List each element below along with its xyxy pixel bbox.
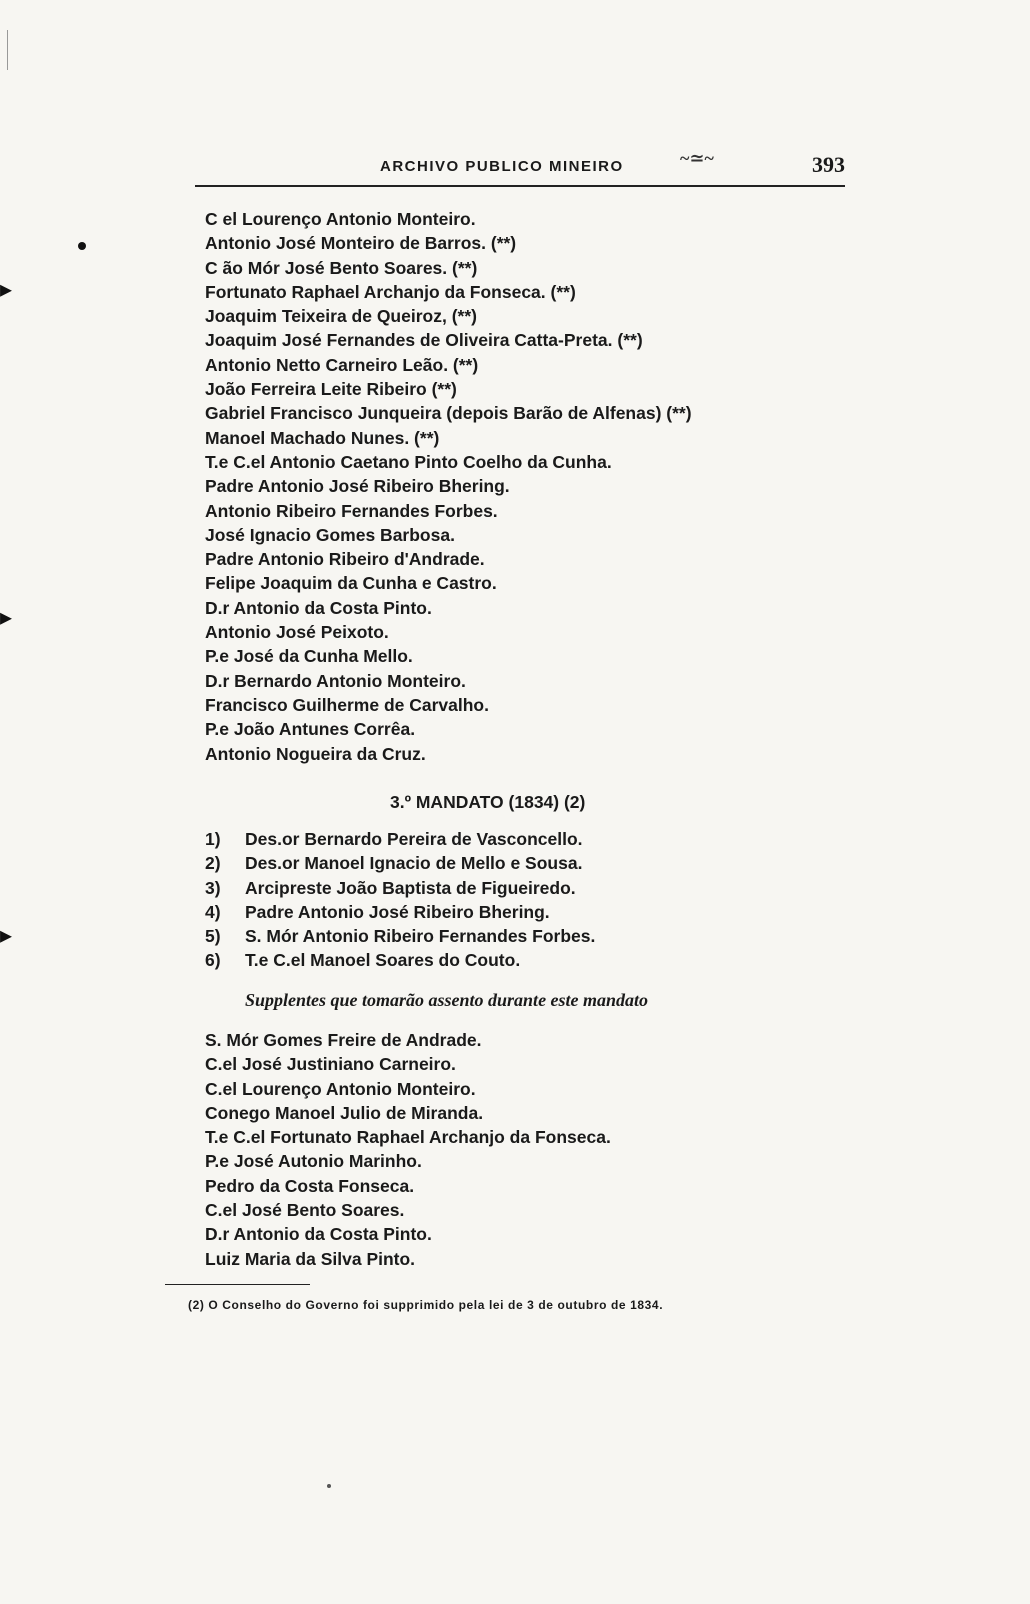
margin-arrow-icon: ▸	[0, 605, 13, 631]
list-item: Antonio Ribeiro Fernandes Forbes.	[205, 500, 498, 521]
list-item: Joaquim Teixeira de Queiroz, (**)	[205, 306, 477, 327]
list-item: Felipe Joaquim da Cunha e Castro.	[205, 573, 497, 594]
list-item: Antonio Netto Carneiro Leão. (**)	[205, 354, 479, 375]
list-item: T.e C.el Antonio Caetano Pinto Coelho da Cunha.	[205, 451, 612, 472]
header-rule	[195, 185, 845, 187]
list-item: P.e José da Cunha Mello.	[205, 646, 413, 667]
list-item: C el Lourenço Antonio Monteiro.	[205, 209, 476, 229]
mandato-row	[205, 948, 595, 972]
section-heading: 3.º MANDATO (1834) (2)	[390, 792, 586, 812]
list-item: Manoel Machado Nunes. (**)	[205, 427, 440, 448]
row-number: 2)	[205, 853, 221, 874]
list-item: D.r Antonio da Costa Pinto.	[205, 1224, 432, 1245]
list-item: D.r Antonio da Costa Pinto.	[205, 597, 432, 618]
list-item: C.el José Justiniano Carneiro.	[205, 1054, 456, 1075]
running-title: ARCHIVO PUBLICO MINEIRO	[380, 158, 624, 175]
footnote-rule	[165, 1284, 310, 1285]
list-item: C ão Mór José Bento Soares. (**)	[205, 257, 478, 278]
list-item: Antonio José Peixoto.	[205, 622, 389, 643]
list-item: João Ferreira Leite Ribeiro (**)	[205, 379, 457, 400]
list-item: Antonio Nogueira da Cruz.	[205, 743, 426, 764]
mandato-row	[205, 851, 595, 875]
mandato-row	[205, 924, 595, 948]
list-item: T.e C.el Fortunato Raphael Archanjo da Fonseca.	[205, 1127, 611, 1148]
row-text: S. Mór Antonio Ribeiro Fernandes Forbes.	[245, 926, 596, 947]
mandato-row	[205, 827, 595, 851]
list-item: Padre Antonio José Ribeiro Bhering.	[205, 476, 510, 497]
row-number: 4)	[205, 901, 221, 922]
list-item: S. Mór Gomes Freire de Andrade.	[205, 1030, 482, 1050]
list-item: José Ignacio Gomes Barbosa.	[205, 524, 455, 545]
mandato-list	[205, 827, 595, 973]
header-scribble-icon: ~≃~	[680, 148, 714, 168]
mandato-row	[205, 900, 595, 924]
member-list	[205, 207, 692, 766]
row-number: 3)	[205, 877, 221, 898]
list-item: Gabriel Francisco Junqueira (depois Barão de Alfenas) (**)	[205, 403, 692, 424]
list-item: Padre Antonio Ribeiro d'Andrade.	[205, 549, 485, 570]
margin-arrow-icon: ▸	[0, 923, 13, 949]
row-number: 6)	[205, 950, 221, 971]
list-item: C.el Lourenço Antonio Monteiro.	[205, 1078, 476, 1099]
margin-line	[7, 30, 8, 70]
footnote: (2) O Conselho do Governo foi supprimido pela lei de 3 de outubro de 1834.	[188, 1298, 664, 1312]
row-text: Des.or Manoel Ignacio de Mello e Sousa.	[245, 853, 583, 874]
row-text: Arcipreste João Baptista de Figueiredo.	[245, 877, 576, 898]
list-item: C.el José Bento Soares.	[205, 1200, 405, 1221]
list-item: Joaquim José Fernandes de Oliveira Catta-Preta. (**)	[205, 330, 643, 351]
row-text: Padre Antonio José Ribeiro Bhering.	[245, 901, 550, 922]
row-number: 1)	[205, 829, 221, 849]
list-item: Conego Manoel Julio de Miranda.	[205, 1102, 484, 1123]
list-item: D.r Bernardo Antonio Monteiro.	[205, 670, 466, 691]
list-item: Pedro da Costa Fonseca.	[205, 1175, 415, 1196]
list-item: Antonio José Monteiro de Barros. (**)	[205, 233, 517, 254]
supplentes-list	[205, 1028, 611, 1271]
list-item: Fortunato Raphael Archanjo da Fonseca. (**)	[205, 281, 576, 302]
margin-dot	[78, 242, 86, 250]
page-number: 393	[812, 152, 845, 177]
supplentes-heading: Supplentes que tomarão assento durante este mandato	[245, 990, 649, 1010]
list-item: Francisco Guilherme de Carvalho.	[205, 694, 489, 715]
row-text: T.e C.el Manoel Soares do Couto.	[245, 950, 521, 971]
row-text: Des.or Bernardo Pereira de Vasconcello.	[245, 829, 583, 849]
list-item: P.e João Antunes Corrêa.	[205, 719, 416, 740]
ink-speck	[327, 1484, 331, 1488]
margin-arrow-icon: ▸	[0, 277, 13, 303]
list-item: P.e José Autonio Marinho.	[205, 1151, 422, 1172]
row-number: 5)	[205, 926, 221, 947]
page-header	[205, 148, 845, 182]
list-item: Luiz Maria da Silva Pinto.	[205, 1248, 416, 1269]
mandato-row	[205, 876, 595, 900]
